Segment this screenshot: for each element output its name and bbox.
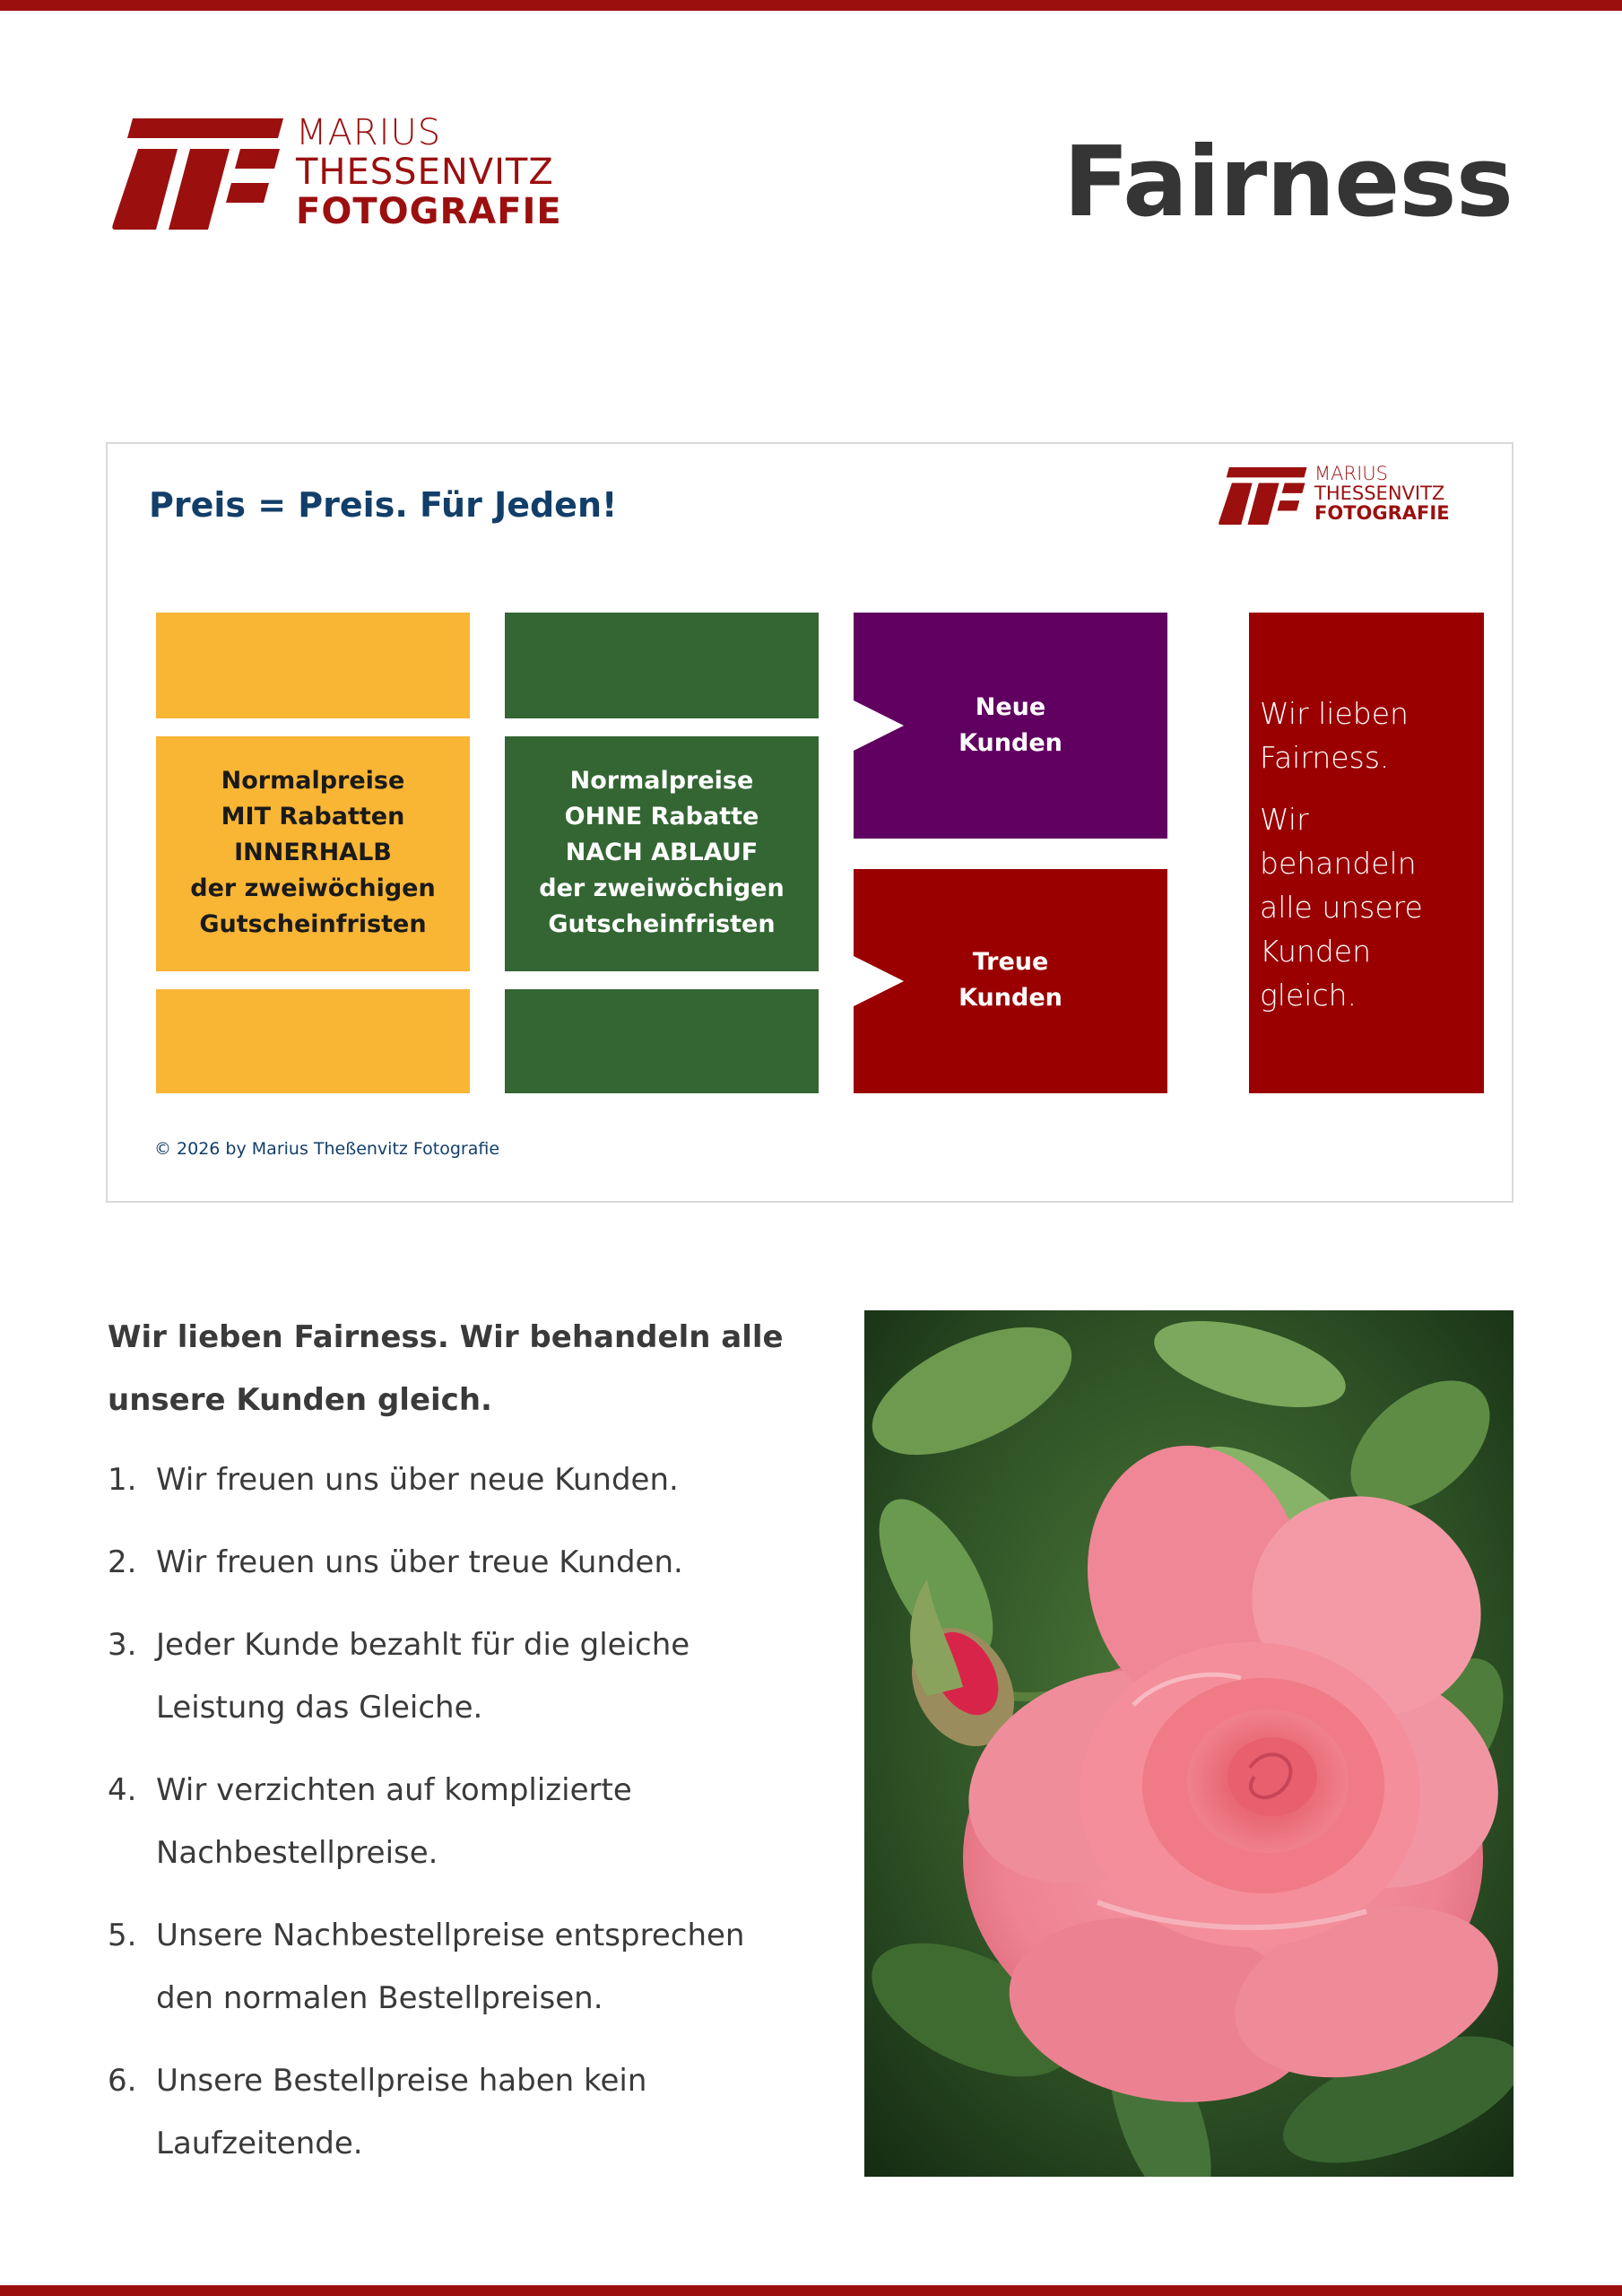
intro-statement: Wir lieben Fairness. Wir behandeln alle unsere Kunden gleich. (108, 1319, 784, 1418)
page-title: Fairness (1063, 126, 1513, 239)
new-customers-line-1: Neue (975, 693, 1046, 721)
copyright-notice: © 2026 by Marius Theßenvitz Fotografie (154, 1139, 500, 1159)
loyal-customers-line-1: Treue (972, 948, 1049, 976)
yellow-main-block (156, 736, 470, 971)
list-text: Unsere Nachbestellpreise entsprechen (156, 1918, 745, 1953)
list-text-continued: Laufzeitende. (156, 2126, 363, 2161)
list-item (108, 1531, 789, 1594)
list-item (108, 1904, 789, 2030)
infographic-logo (1216, 464, 1485, 526)
new-customers-line-2: Kunden (958, 729, 1063, 757)
list-text: Wir freuen uns über neue Kunden. (156, 1462, 679, 1498)
list-text-continued: den normalen Bestellpreisen. (156, 1980, 603, 2016)
yellow-line-4: der zweiwöchigen (190, 874, 436, 902)
list-item (108, 2049, 789, 2175)
green-line-2: OHNE Rabatte (564, 803, 759, 831)
mini-brand-line-2: THESSENVITZ (1314, 483, 1445, 505)
yellow-line-2: MIT Rabatten (221, 803, 405, 831)
green-line-4: der zweiwöchigen (539, 874, 785, 902)
green-top-block (505, 613, 819, 718)
pricing-infographic (106, 442, 1514, 1203)
list-text: Wir freuen uns über treue Kunden. (156, 1544, 683, 1580)
brand-line-2: THESSENVITZ (296, 152, 554, 193)
statement-line-7: gleich. (1260, 978, 1357, 1013)
green-line-5: Gutscheinfristen (548, 910, 776, 938)
yellow-top-block (156, 613, 470, 718)
yellow-bottom-block (156, 989, 470, 1093)
bottom-accent-bar (0, 2285, 1622, 2296)
list-item (108, 1613, 789, 1739)
list-number: 4. (108, 1772, 137, 1808)
fairness-statement-block (1249, 613, 1484, 1093)
top-accent-bar (0, 0, 1622, 11)
statement-line-4: behandeln (1260, 846, 1417, 881)
rose-photo (864, 1310, 1514, 2177)
green-bottom-block (505, 989, 819, 1093)
statement-line-1: Wir lieben (1260, 696, 1409, 731)
mini-brand-line-1: MARIUS (1314, 463, 1388, 484)
list-text: Wir verzichten auf komplizierte (156, 1772, 632, 1808)
loyal-customers-line-2: Kunden (958, 984, 1063, 1012)
green-line-1: Normalpreise (569, 767, 754, 795)
green-line-3: NACH ABLAUF (565, 839, 759, 866)
list-number: 2. (108, 1544, 137, 1580)
statement-line-2: Fairness. (1260, 740, 1390, 775)
brand-line-1: MARIUS (296, 112, 442, 153)
infographic-heading: Preis = Preis. Für Jeden! (149, 485, 618, 525)
logo-mark-icon (1216, 467, 1309, 525)
list-text-continued: Nachbestellpreise. (156, 1835, 438, 1871)
brand-logo (108, 112, 574, 240)
loyal-customers-block (854, 869, 1167, 1093)
yellow-line-5: Gutscheinfristen (199, 910, 427, 938)
list-number: 5. (108, 1918, 137, 1953)
statement-line-6: Kunden (1260, 934, 1371, 969)
list-text: Jeder Kunde bezahlt für die gleiche (156, 1627, 690, 1663)
brand-line-3: FOTOGRAFIE (296, 191, 562, 232)
statement-line-5: alle unsere (1260, 890, 1423, 925)
list-text-continued: Leistung das Gleiche. (156, 1690, 483, 1726)
list-text: Unsere Bestellpreise haben kein (156, 2063, 647, 2099)
mini-brand-line-3: FOTOGRAFIE (1314, 502, 1450, 525)
list-number: 6. (108, 2063, 137, 2099)
yellow-line-3: INNERHALB (234, 839, 392, 866)
green-main-block (505, 736, 819, 971)
logo-mark-icon (108, 118, 287, 230)
new-customers-block (854, 613, 1167, 839)
list-item (108, 1448, 789, 1511)
list-number: 3. (108, 1627, 137, 1663)
fairness-principles-list (108, 1448, 789, 2195)
list-number: 1. (108, 1462, 137, 1498)
list-item (108, 1759, 789, 1884)
rose-image (864, 1310, 1514, 2177)
statement-line-3: Wir (1260, 802, 1309, 837)
yellow-line-1: Normalpreise (221, 767, 405, 795)
